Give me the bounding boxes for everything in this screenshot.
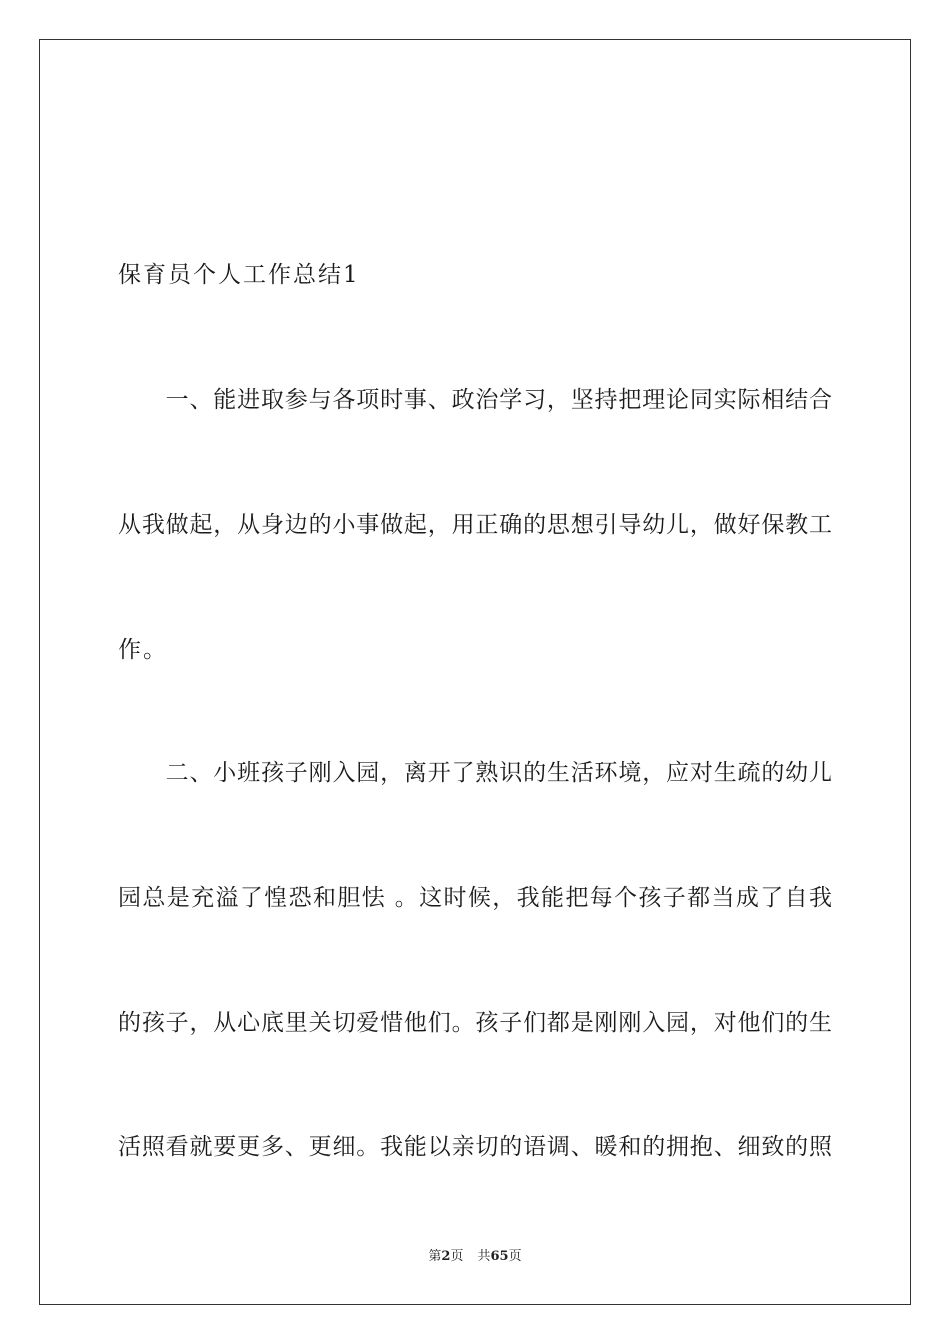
document-title: 保育员个人工作总结1: [118, 262, 360, 288]
paragraph-line-3: 作。: [118, 637, 168, 663]
total-pages-suffix: 页: [508, 1249, 522, 1264]
page-number-current: 2: [441, 1249, 451, 1264]
paragraph-line-2: 从我做起，从身边的小事做起，用正确的思想引导幼儿，做好保教工: [118, 512, 832, 538]
paragraph-line-5: 园总是充溢了惶恐和胆怯 。这时候，我能把每个孩子都当成了自我: [118, 885, 832, 911]
page-footer: [0, 1248, 950, 1266]
page-border: [39, 39, 911, 1305]
paragraph-line-4: 二、小班孩子刚入园，离开了熟识的生活环境，应对生疏的幼儿: [118, 760, 832, 786]
paragraph-line-1: 一、能进取参与各项时事、政治学习，坚持把理论同实际相结合: [118, 387, 832, 413]
total-pages-prefix: 共: [477, 1249, 491, 1264]
paragraph-line-7: 活照看就要更多、更细。我能以亲切的语调、暖和的拥抱、细致的照: [118, 1134, 832, 1160]
page-number-prefix: 第: [428, 1249, 442, 1264]
page-number-suffix: 页: [450, 1249, 464, 1264]
total-pages-count: 65: [490, 1249, 509, 1264]
paragraph-line-6: 的孩子，从心底里关切爱惜他们。孩子们都是刚刚入园，对他们的生: [118, 1010, 832, 1036]
